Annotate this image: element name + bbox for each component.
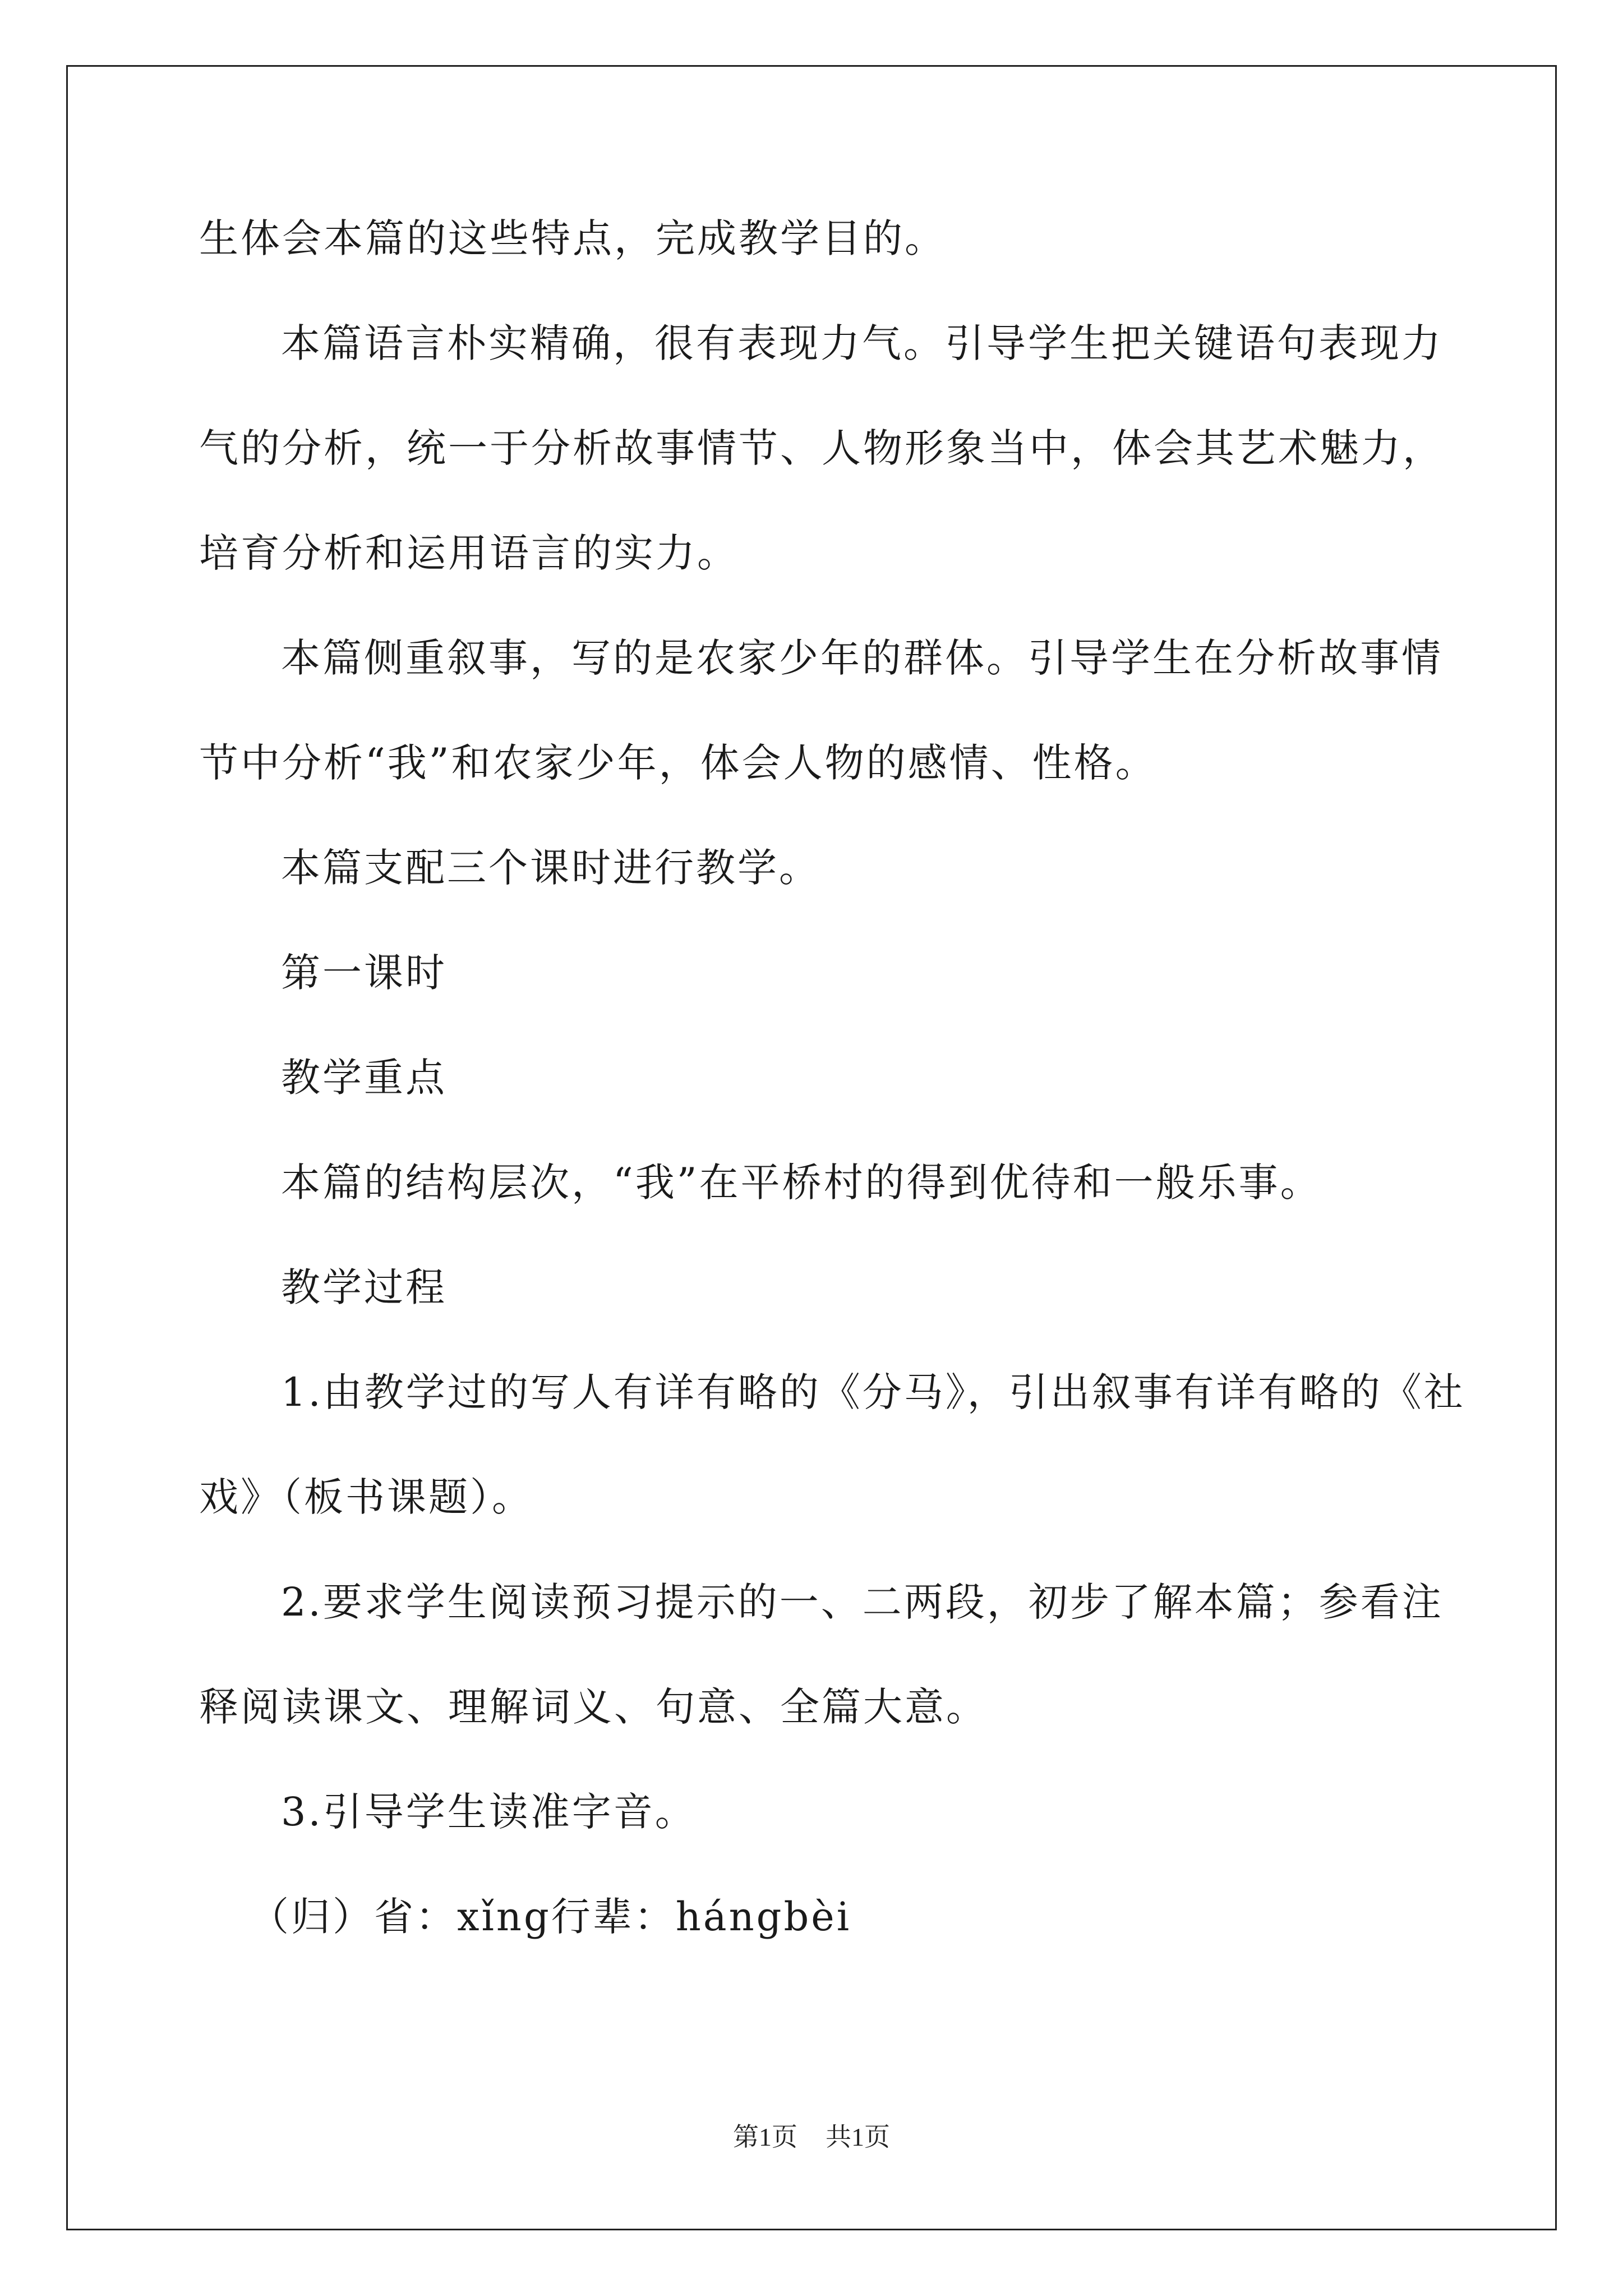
page-footer: [0, 2122, 1623, 2153]
text-line: 2.要求学生阅读预习提示的一、二两段，初步了解本篇；参看注: [281, 1579, 1444, 1625]
page-number: 第1页: [733, 2123, 797, 2151]
text-line: 1.由教学过的写人有详有略的《分马》，引出叙事有详有略的《社: [281, 1369, 1465, 1415]
text-line: 本篇支配三个课时进行教学。: [281, 845, 820, 891]
section-heading: 教学重点: [281, 1055, 447, 1101]
text-line: 本篇语言朴实精确，很有表现力气。引导学生把关键语句表现力: [281, 320, 1443, 366]
section-heading: 教学过程: [281, 1264, 447, 1310]
text-line: 生体会本篇的这些特点，完成教学目的。: [199, 215, 946, 261]
pinyin-line: （归）省：xǐng行辈：hángbèi: [250, 1894, 852, 1940]
text-line: 培育分析和运用语言的实力。: [199, 530, 739, 576]
text-line: 本篇的结构层次，“我”在平桥村的得到优待和一般乐事。: [281, 1159, 1322, 1205]
text-line: 气的分析，统一于分析故事情节、人物形象当中，体会其艺术魅力，: [199, 425, 1444, 471]
text-line: 3.引导学生读准字音。: [281, 1789, 697, 1835]
text-line: 节中分析“我”和农家少年，体会人物的感情、性格。: [199, 740, 1157, 786]
page-total: 共1页: [826, 2123, 890, 2151]
text-line: 本篇侧重叙事，写的是农家少年的群体。引导学生在分析故事情: [281, 635, 1443, 681]
text-line: 戏》（板书课题）。: [199, 1474, 533, 1520]
section-heading: 第一课时: [281, 950, 447, 996]
text-line: 释阅读课文、理解词义、句意、全篇大意。: [199, 1684, 988, 1730]
